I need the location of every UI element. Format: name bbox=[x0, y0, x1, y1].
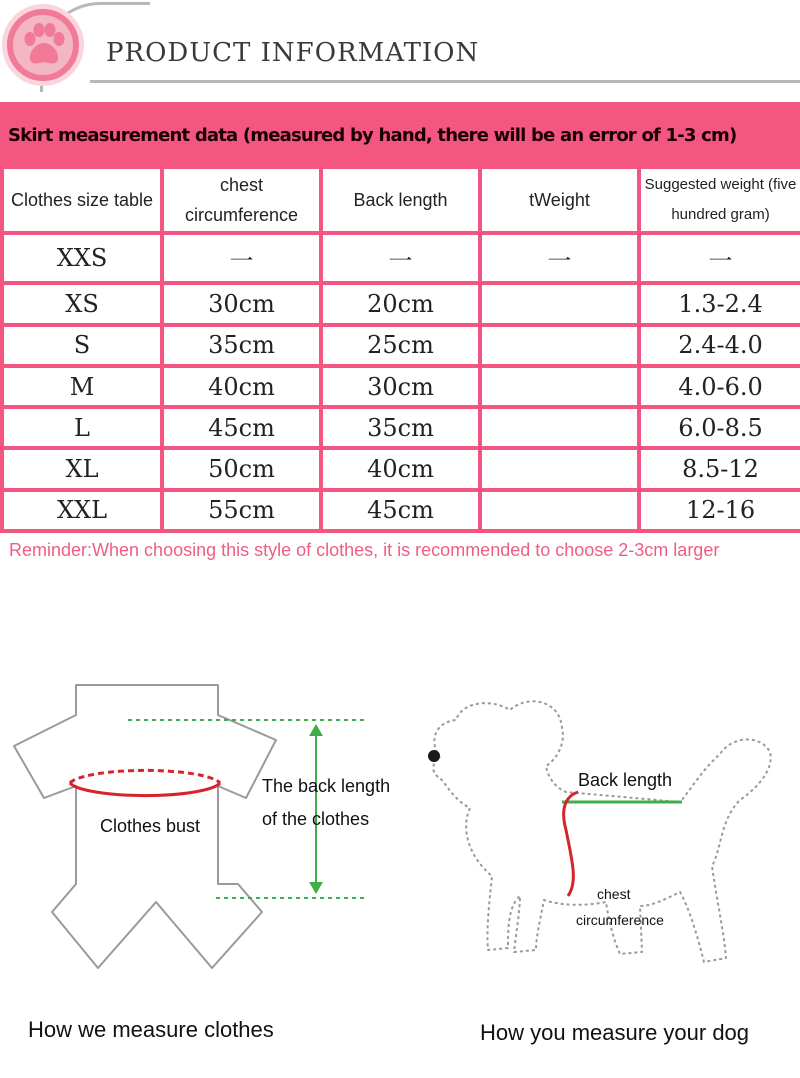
chest-cell: 45cm bbox=[162, 407, 321, 448]
chest-cell: 55cm bbox=[162, 490, 321, 531]
table-row bbox=[2, 407, 800, 448]
suggested-weight-cell: 6.0-8.5 bbox=[639, 407, 800, 448]
weight-cell bbox=[480, 366, 639, 407]
suggested-weight-cell: 2.4-4.0 bbox=[639, 325, 800, 366]
back-length-cell: 40cm bbox=[321, 448, 480, 489]
chest-cell: 35cm bbox=[162, 325, 321, 366]
paw-icon bbox=[2, 4, 84, 86]
chest-cell: 30cm bbox=[162, 283, 321, 324]
dog-chest-label-line2: circumference bbox=[576, 912, 664, 928]
suggested-weight-cell: 一 bbox=[639, 233, 800, 283]
column-header-chest: chest circumference bbox=[162, 167, 321, 233]
table-banner-row bbox=[2, 104, 800, 167]
back-length-cell: 45cm bbox=[321, 490, 480, 531]
clothes-back-length-label-line2: of the clothes bbox=[262, 809, 370, 829]
table-row bbox=[2, 490, 800, 531]
table-row bbox=[2, 233, 800, 283]
size-cell: XXS bbox=[2, 233, 162, 283]
weight-cell bbox=[480, 490, 639, 531]
back-length-cell: 25cm bbox=[321, 325, 480, 366]
clothes-bust-label: Clothes bust bbox=[100, 816, 201, 836]
back-length-cell: 20cm bbox=[321, 283, 480, 324]
size-cell: M bbox=[2, 366, 162, 407]
dog-diagram-caption: How you measure your dog bbox=[480, 1020, 750, 1045]
size-cell: S bbox=[2, 325, 162, 366]
suggested-weight-cell: 12-16 bbox=[639, 490, 800, 531]
clothes-diagram-caption: How we measure clothes bbox=[28, 1017, 274, 1042]
column-header-size: Clothes size table bbox=[2, 167, 162, 233]
back-length-cell: 35cm bbox=[321, 407, 480, 448]
size-table bbox=[0, 102, 800, 533]
size-cell: XS bbox=[2, 283, 162, 324]
chest-cell: 一 bbox=[162, 233, 321, 283]
weight-cell bbox=[480, 325, 639, 366]
chest-cell: 40cm bbox=[162, 366, 321, 407]
table-row bbox=[2, 366, 800, 407]
column-header-back-length: Back length bbox=[321, 167, 480, 233]
weight-cell bbox=[480, 448, 639, 489]
size-cell: L bbox=[2, 407, 162, 448]
weight-cell bbox=[480, 407, 639, 448]
dog-chest-label-line1: chest bbox=[597, 886, 631, 902]
header-divider bbox=[90, 80, 800, 83]
table-row bbox=[2, 325, 800, 366]
table-row bbox=[2, 448, 800, 489]
product-info-header bbox=[0, 0, 800, 100]
table-row bbox=[2, 283, 800, 324]
clothes-back-length-label-line1: The back length bbox=[262, 776, 391, 796]
weight-cell: 一 bbox=[480, 233, 639, 283]
table-banner: Skirt measurement data (measured by hand, there will be an error of 1-3 cm) bbox=[2, 104, 800, 167]
back-length-cell: 一 bbox=[321, 233, 480, 283]
dog-back-length-label: Back length bbox=[578, 770, 673, 790]
suggested-weight-cell: 4.0-6.0 bbox=[639, 366, 800, 407]
back-length-cell: 30cm bbox=[321, 366, 480, 407]
chest-cell: 50cm bbox=[162, 448, 321, 489]
column-header-weight: tWeight bbox=[480, 167, 639, 233]
suggested-weight-cell: 8.5-12 bbox=[639, 448, 800, 489]
size-reminder: Reminder:When choosing this style of clothes, it is recommended to choose 2-3cm larger bbox=[9, 540, 720, 560]
column-header-suggested-weight: Suggested weight (five hundred gram) bbox=[639, 167, 800, 233]
suggested-weight-cell: 1.3-2.4 bbox=[639, 283, 800, 324]
page-title: PRODUCT INFORMATION bbox=[106, 38, 480, 68]
size-cell: XL bbox=[2, 448, 162, 489]
size-cell: XXL bbox=[2, 490, 162, 531]
weight-cell bbox=[480, 283, 639, 324]
table-header-row bbox=[2, 167, 800, 233]
